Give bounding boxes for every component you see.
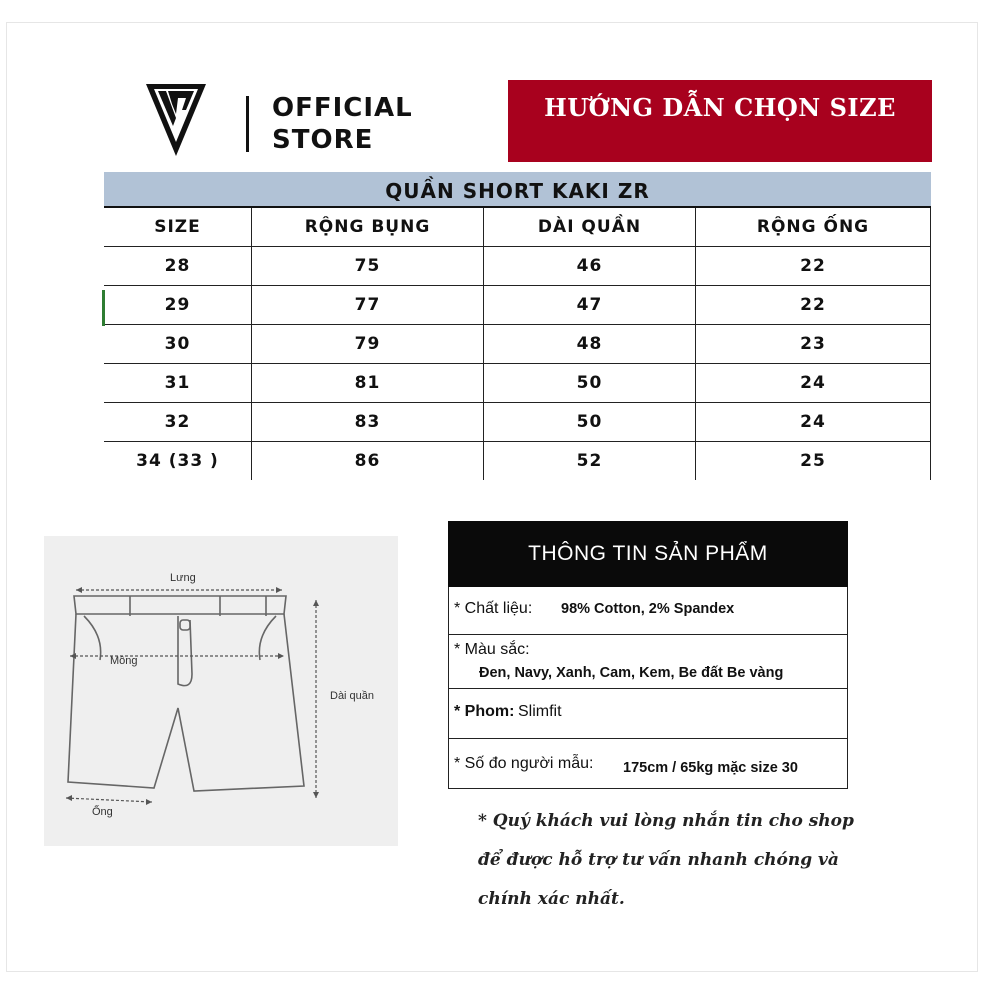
material-row [448, 587, 848, 635]
note-line-1: * Quý khách vui lòng nhắn tin cho shop [478, 811, 854, 831]
brand-name [272, 92, 413, 156]
product-info-box [448, 521, 848, 789]
logo-divider [246, 96, 249, 152]
cell-length: 47 [484, 286, 696, 325]
cell-size: 28 [104, 247, 252, 286]
table-title: QUẦN SHORT KAKI ZR [104, 172, 931, 208]
cell-waist: 77 [252, 286, 484, 325]
shorts-measurement-diagram [44, 536, 398, 846]
note-line-2: để được hỗ trợ tư vấn nhanh chóng và [478, 850, 839, 870]
table-row [104, 247, 931, 286]
banner-title: HƯỚNG DẪN CHỌN SIZE [544, 93, 896, 122]
length-label: Dài quần [330, 690, 375, 702]
col-length: DÀI QUẦN [484, 208, 696, 247]
brand-line-2: STORE [272, 125, 374, 155]
cell-length: 46 [484, 247, 696, 286]
cell-length: 52 [484, 442, 696, 481]
cell-waist: 75 [252, 247, 484, 286]
size-guide-banner [508, 80, 932, 162]
product-info-title: THÔNG TIN SẢN PHẨM [448, 521, 848, 587]
fit-row [448, 689, 848, 739]
waist-label: Lưng [170, 572, 196, 584]
cell-leg: 22 [696, 247, 931, 286]
fit-value: Slimfit [518, 703, 562, 720]
row-marker [102, 290, 105, 326]
brand-logo [146, 84, 206, 156]
col-waist: RỘNG BỤNG [252, 208, 484, 247]
cell-length: 50 [484, 364, 696, 403]
contact-note [478, 802, 858, 919]
model-label: * Số đo người mẫu: [454, 755, 594, 772]
material-value: 98% Cotton, 2% Spandex [561, 601, 735, 617]
table-row [104, 364, 931, 403]
cell-leg: 24 [696, 403, 931, 442]
leg-label: Ống [92, 806, 113, 818]
model-value: 175cm / 65kg mặc size 30 [623, 760, 798, 776]
cell-size: 29 [104, 286, 252, 325]
hip-label: Mông [110, 655, 138, 667]
table-row [104, 325, 931, 364]
cell-size: 34 (33 ) [136, 451, 219, 471]
color-value: Đen, Navy, Xanh, Cam, Kem, Be đất Be vàng [479, 665, 784, 681]
cell-waist: 86 [252, 442, 484, 481]
note-line-3: chính xác nhất. [478, 889, 625, 909]
material-label: * Chất liệu: [454, 600, 533, 617]
brand-line-1: OFFICIAL [272, 93, 413, 123]
cell-length: 50 [484, 403, 696, 442]
size-grid [104, 208, 931, 480]
cell-size: 30 [104, 325, 252, 364]
cell-length: 48 [484, 325, 696, 364]
color-row [448, 635, 848, 689]
col-size: SIZE [104, 208, 252, 247]
cell-leg: 24 [696, 364, 931, 403]
fit-label: * Phom: [454, 703, 515, 720]
size-table [104, 172, 931, 480]
color-label: * Màu sắc: [454, 641, 530, 658]
cell-leg: 25 [696, 442, 931, 481]
cell-waist: 79 [252, 325, 484, 364]
model-row [448, 739, 848, 789]
cell-waist: 81 [252, 364, 484, 403]
table-header-row [104, 208, 931, 247]
cell-leg: 22 [696, 286, 931, 325]
table-row [104, 442, 931, 481]
cell-size: 32 [104, 403, 252, 442]
cell-size: 31 [104, 364, 252, 403]
table-row [104, 403, 931, 442]
col-leg: RỘNG ỐNG [696, 208, 931, 247]
cell-leg: 23 [696, 325, 931, 364]
cell-waist: 83 [252, 403, 484, 442]
table-row [104, 286, 931, 325]
